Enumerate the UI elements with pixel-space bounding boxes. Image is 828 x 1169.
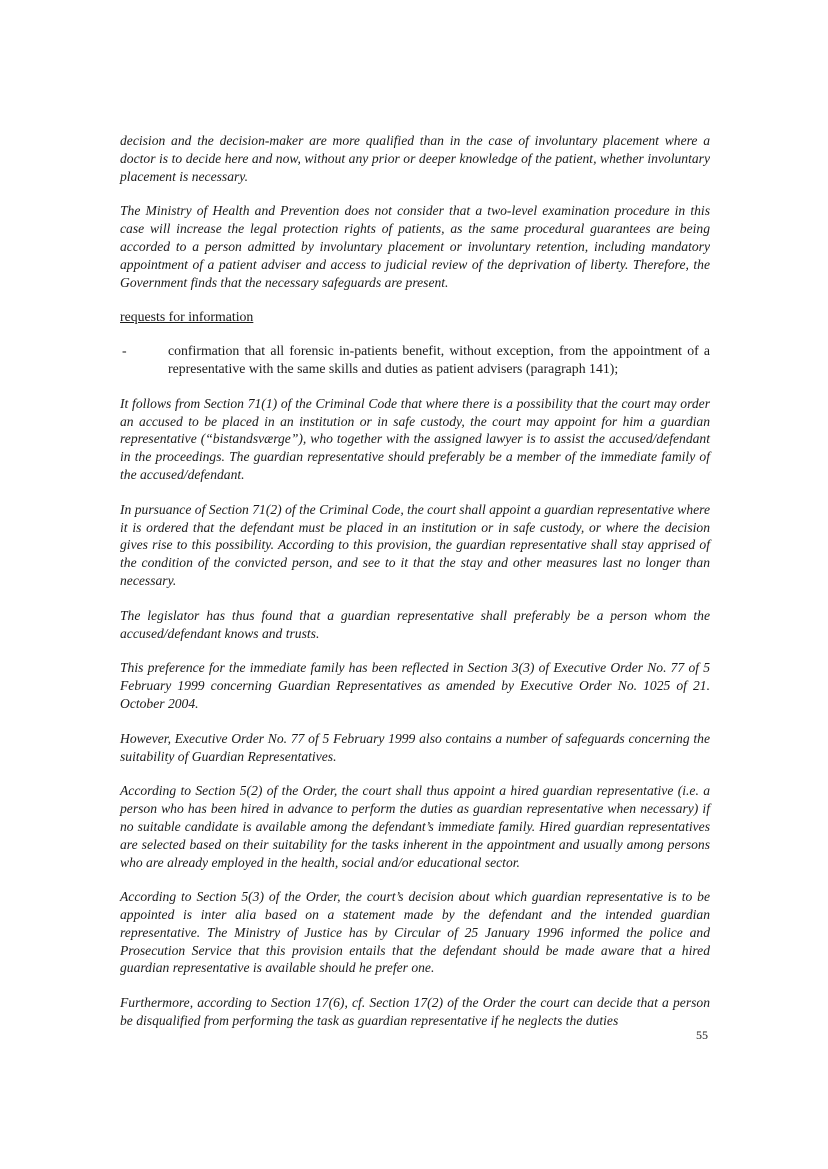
paragraph-legislator: The legislator has thus found that a guardian representative shall preferably be a person whom the accused/defendant knows and trusts.	[120, 607, 710, 641]
bullet-text: confirmation that all forensic in-patients benefit, without exception, from the appointment of a representative with the same skills and duties as patient advisers (paragraph 141);	[168, 343, 710, 376]
document-page	[120, 132, 710, 1047]
section-heading-requests: requests for information	[120, 309, 254, 325]
paragraph-section-5-2: According to Section 5(2) of the Order, the court shall thus appoint a hired guardian representative (i.e. a person who has been hired in advance to perform the duties as guardian representative when necessary) if no suitable candidate is available among the defendant’s immediate family. Hired guardian representatives are selected based on their suitability for the tasks inherent in the appointment and usually among persons who are already employed in the health, social and/or educational sector.	[120, 783, 710, 870]
paragraph-section-71-2: In pursuance of Section 71(2) of the Criminal Code, the court shall appoint a guardian representative where it is ordered that the defendant must be placed in an institution or in safe custody, or where the decision gives rise to this possibility. According to this provision, the guardian representative shall stay apprised of the condition of the convicted person, and see to it that the stay and other measures last no longer than necessary.	[120, 501, 710, 588]
paragraph-ministry-health: The Ministry of Health and Prevention does not consider that a two-level examination procedure in this case will increase the legal protection rights of patients, as the same procedural guarantees are being accorded to a person admitted by involuntary placement or involuntary retention, including mandatory appointment of a patient adviser and access to judicial review of the deprivation of liberty. Therefore, the Government finds that the necessary safeguards are present.	[120, 203, 710, 290]
paragraph-immediate-family: This preference for the immediate family has been reflected in Section 3(3) of Executive Order No. 77 of 5 February 1999 concerning Guardian Representatives as amended by Executive Order No. 1025 of 21. October 2004.	[120, 660, 710, 711]
paragraph-section-5-3: According to Section 5(3) of the Order, the court’s decision about which guardian representative is to be appointed is inter alia based on a statement made by the defendant and the intended guardian representative. The Ministry of Justice has by Circular of 25 January 1996 informed the police and Prosecution Service that this provision entails that the defendant should be made aware that a hired guardian representative is available should he prefer one.	[120, 889, 710, 976]
paragraph-decision-maker: decision and the decision-maker are more qualified than in the case of involuntary placement where a doctor is to decide here and now, without any prior or deeper knowledge of the patient, whether involuntary placement is necessary.	[120, 133, 710, 184]
page-number: 55	[696, 1028, 708, 1042]
paragraph-safeguards: However, Executive Order No. 77 of 5 February 1999 also contains a number of safeguards concerning the suitability of Guardian Representatives.	[120, 730, 710, 764]
paragraph-section-71-1: It follows from Section 71(1) of the Criminal Code that where there is a possibility that the court may order an accused to be placed in an institution or in safe custody, the court may appoint for him a guardian representative (“bistandsværge”), who together with the assigned lawyer is to assist the accused/defendant in the proceedings. The guardian representative should preferably be a member of the immediate family of the accused/defendant.	[120, 395, 710, 482]
paragraph-section-17-6: Furthermore, according to Section 17(6), cf. Section 17(2) of the Order the court can decide that a person be disqualified from performing the task as guardian representative if he neglects the duties	[120, 995, 710, 1029]
bullet-dash: -	[122, 343, 127, 359]
bullet-item	[120, 342, 710, 378]
